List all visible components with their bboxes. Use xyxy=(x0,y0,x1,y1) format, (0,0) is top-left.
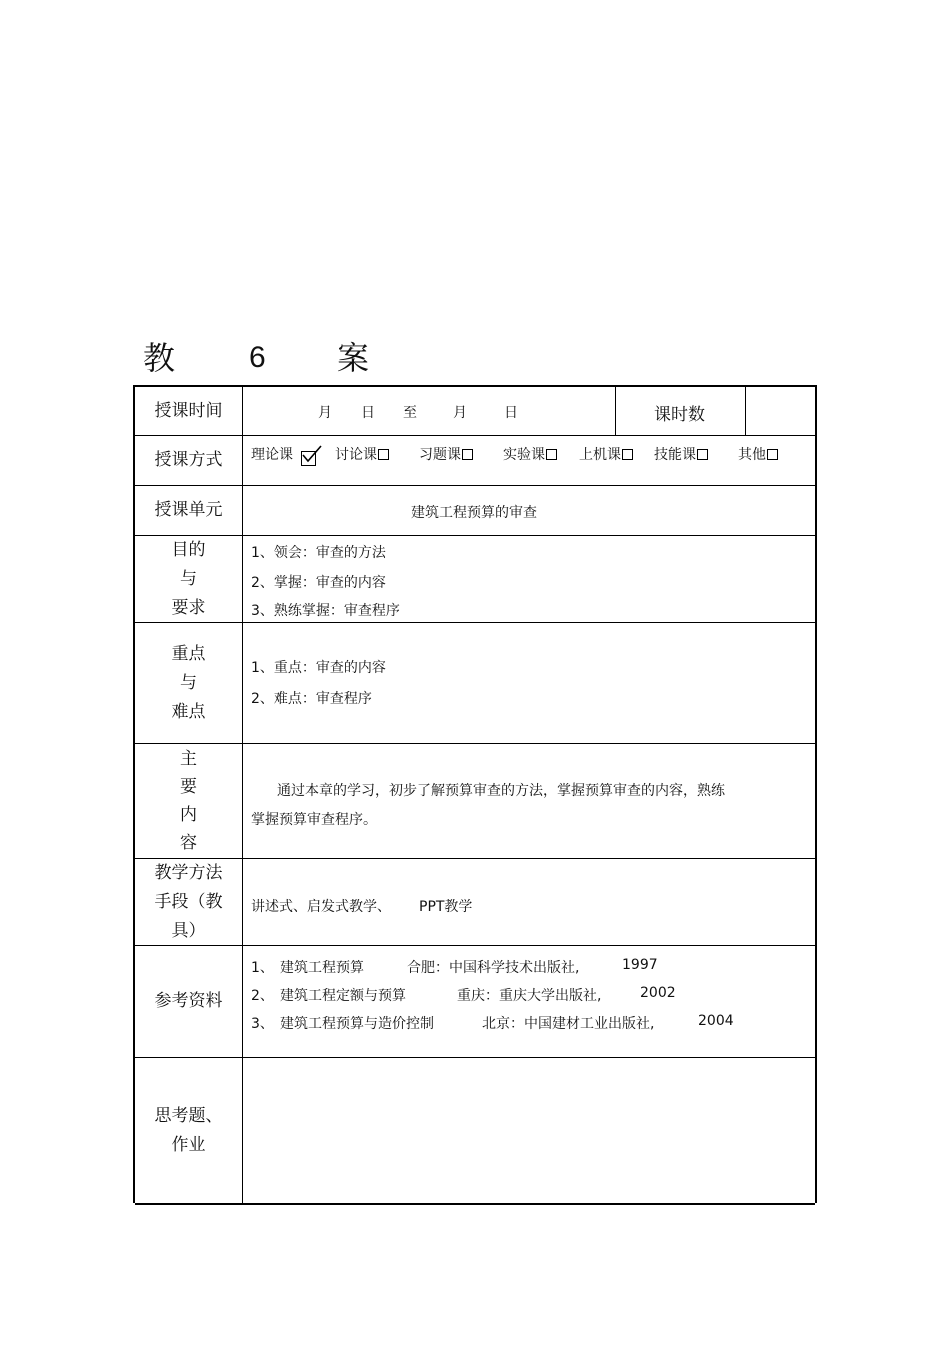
day-1: 日 xyxy=(361,405,375,421)
row-key-points xyxy=(135,623,815,744)
main-content-text xyxy=(243,744,815,858)
key-point-item: 2、难点：审查程序 xyxy=(251,691,372,707)
goal-item: 1、领会：审查的方法 xyxy=(251,545,386,561)
label-teaching-mode: 授课方式 xyxy=(135,436,243,485)
checkbox-checked-icon[interactable] xyxy=(301,451,316,466)
lesson-plan-table xyxy=(133,385,817,1203)
row-teaching-time xyxy=(135,387,815,436)
method-text: 讲述式、启发式教学、 xyxy=(251,899,391,915)
label-key-points: 重点 与 难点 xyxy=(135,623,243,743)
reference-year: 2004 xyxy=(698,1013,734,1029)
hours-label: 课时数 xyxy=(654,405,705,425)
reference-num: 1、 xyxy=(251,960,274,976)
title-char-1: 教 xyxy=(143,339,176,377)
mode-option-computer[interactable]: 上机课 xyxy=(579,444,633,464)
reference-title: 建筑工程预算 xyxy=(280,960,364,976)
mode-option-other[interactable]: 其他 xyxy=(738,444,778,464)
label-main-content: 主 要 内 容 xyxy=(135,744,243,858)
references-content xyxy=(243,946,815,1057)
reference-title: 建筑工程预算与造价控制 xyxy=(280,1016,434,1032)
title-char-2: 6 xyxy=(249,341,266,374)
checkbox-icon[interactable] xyxy=(767,449,778,460)
month-2: 月 xyxy=(453,405,467,421)
teaching-unit-content xyxy=(243,486,815,535)
mode-option-exercise[interactable]: 习题课 xyxy=(419,444,473,464)
reference-publisher: 北京：中国建材工业出版社, xyxy=(482,1016,655,1032)
to-word: 至 xyxy=(403,405,417,421)
main-content-line: 掌握预算审查程序。 xyxy=(251,812,377,828)
row-teaching-method xyxy=(135,859,815,946)
reference-num: 2、 xyxy=(251,988,274,1004)
reference-year: 2002 xyxy=(640,985,676,1001)
checkbox-icon[interactable] xyxy=(462,449,473,460)
mode-option-lab[interactable]: 实验课 xyxy=(503,444,557,464)
row-teaching-unit xyxy=(135,486,815,536)
label-teaching-unit: 授课单元 xyxy=(135,486,243,535)
teaching-mode-options xyxy=(243,436,815,485)
reference-publisher: 合肥：中国科学技术出版社, xyxy=(407,960,580,976)
reference-title: 建筑工程定额与预算 xyxy=(280,988,406,1004)
label-homework: 思考题、 作业 xyxy=(135,1058,243,1203)
month-1: 月 xyxy=(318,405,332,421)
reference-year: 1997 xyxy=(622,957,658,973)
label-teaching-method: 教学方法 手段（教 具） xyxy=(135,859,243,945)
checkbox-icon[interactable] xyxy=(622,449,633,460)
mode-option-skill[interactable]: 技能课 xyxy=(654,444,708,464)
row-references xyxy=(135,946,815,1058)
row-homework xyxy=(135,1058,815,1205)
teaching-unit-value: 建筑工程预算的审查 xyxy=(411,505,537,521)
method-text-ppt: PPT教学 xyxy=(419,899,473,915)
checkbox-icon[interactable] xyxy=(697,449,708,460)
title-char-3: 案 xyxy=(337,339,370,377)
mode-option-discussion[interactable]: 讨论课 xyxy=(335,444,389,464)
reference-num: 3、 xyxy=(251,1016,274,1032)
homework-content[interactable] xyxy=(243,1058,815,1203)
teaching-method-content xyxy=(243,859,815,945)
teaching-time-content xyxy=(243,387,815,435)
label-teaching-time: 授课时间 xyxy=(135,387,243,435)
row-main-content xyxy=(135,744,815,859)
label-references: 参考资料 xyxy=(135,946,243,1057)
mode-option-theory[interactable]: 理论课 xyxy=(251,447,293,463)
row-teaching-mode xyxy=(135,436,815,486)
goals-content xyxy=(243,536,815,622)
checkbox-icon[interactable] xyxy=(378,449,389,460)
checkbox-icon[interactable] xyxy=(546,449,557,460)
row-goals xyxy=(135,536,815,623)
reference-publisher: 重庆：重庆大学出版社, xyxy=(457,988,602,1004)
label-goals: 目的 与 要求 xyxy=(135,536,243,622)
main-content-line: 通过本章的学习，初步了解预算审查的方法，掌握预算审查的内容，熟练 xyxy=(277,783,725,799)
key-point-item: 1、重点：审查的内容 xyxy=(251,660,386,676)
key-points-content xyxy=(243,623,815,743)
goal-item: 3、熟练掌握：审查程序 xyxy=(251,603,400,619)
day-2: 日 xyxy=(504,405,518,421)
goal-item: 2、掌握：审查的内容 xyxy=(251,575,386,591)
